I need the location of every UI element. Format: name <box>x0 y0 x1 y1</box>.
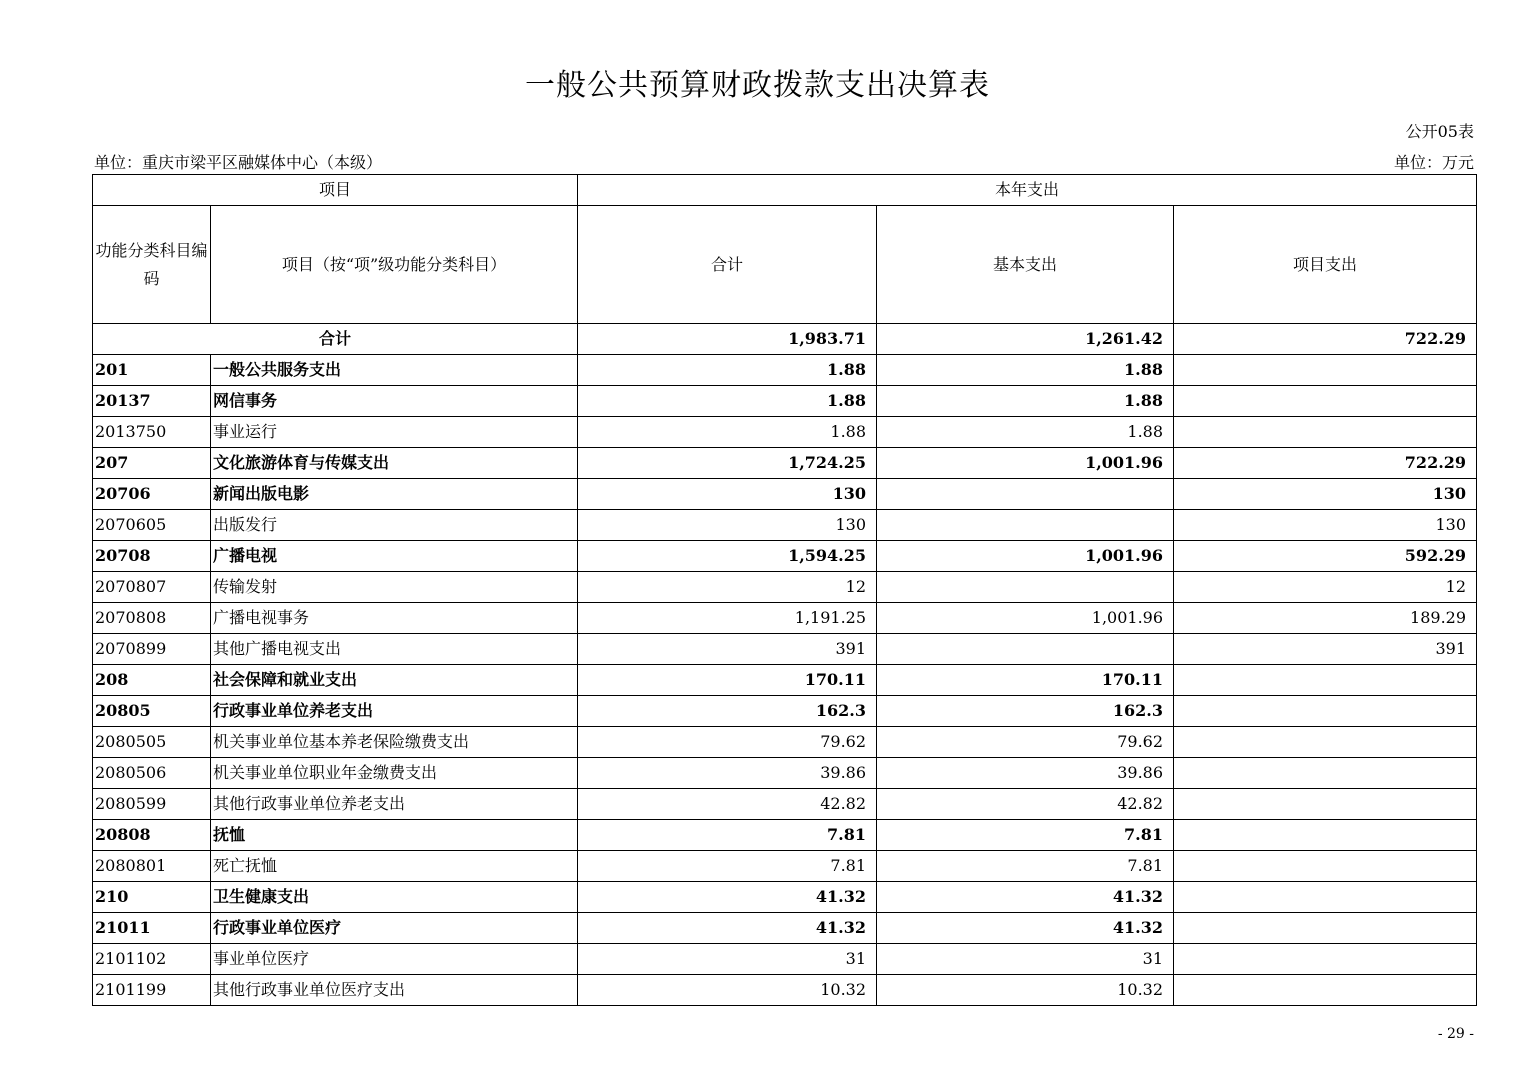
cell-project <box>1174 665 1477 696</box>
page-number: - 29 - <box>1437 1026 1474 1042</box>
cell-project <box>1174 696 1477 727</box>
total-sum: 1,983.71 <box>578 324 877 355</box>
cell-basic <box>877 479 1174 510</box>
table-row <box>93 541 1477 572</box>
cell-total: 12 <box>578 572 877 603</box>
cell-project: 391 <box>1174 634 1477 665</box>
header-project-expenditure: 项目支出 <box>1174 206 1477 324</box>
cell-project: 130 <box>1174 510 1477 541</box>
cell-project <box>1174 758 1477 789</box>
table-row <box>93 789 1477 820</box>
header-total: 合计 <box>578 206 877 324</box>
total-basic: 1,261.42 <box>877 324 1174 355</box>
table-row <box>93 851 1477 882</box>
cell-total: 162.3 <box>578 696 877 727</box>
cell-code: 20805 <box>93 696 211 727</box>
cell-basic: 41.32 <box>877 913 1174 944</box>
cell-total: 7.81 <box>578 820 877 851</box>
cell-name: 一般公共服务支出 <box>211 355 578 386</box>
cell-total: 41.32 <box>578 882 877 913</box>
cell-name: 其他广播电视支出 <box>211 634 578 665</box>
cell-name: 其他行政事业单位养老支出 <box>211 789 578 820</box>
cell-code: 208 <box>93 665 211 696</box>
cell-basic: 1.88 <box>877 386 1174 417</box>
cell-name: 机关事业单位基本养老保险缴费支出 <box>211 727 578 758</box>
table-row <box>93 913 1477 944</box>
cell-code: 2080801 <box>93 851 211 882</box>
cell-total: 41.32 <box>578 913 877 944</box>
cell-basic: 31 <box>877 944 1174 975</box>
table-row <box>93 634 1477 665</box>
cell-project <box>1174 882 1477 913</box>
cell-basic: 1,001.96 <box>877 448 1174 479</box>
cell-total: 130 <box>578 510 877 541</box>
table-row <box>93 572 1477 603</box>
header-name: 项目（按“项”级功能分类科目） <box>211 206 578 324</box>
cell-name: 广播电视 <box>211 541 578 572</box>
cell-code: 2101102 <box>93 944 211 975</box>
cell-project <box>1174 820 1477 851</box>
cell-basic: 170.11 <box>877 665 1174 696</box>
cell-code: 2070899 <box>93 634 211 665</box>
cell-code: 210 <box>93 882 211 913</box>
cell-basic <box>877 510 1174 541</box>
cell-total: 1.88 <box>578 355 877 386</box>
header-project: 项目 <box>93 175 578 206</box>
cell-code: 20708 <box>93 541 211 572</box>
cell-project <box>1174 789 1477 820</box>
cell-name: 事业单位医疗 <box>211 944 578 975</box>
table-row <box>93 417 1477 448</box>
cell-code: 201 <box>93 355 211 386</box>
cell-project: 12 <box>1174 572 1477 603</box>
cell-basic: 162.3 <box>877 696 1174 727</box>
cell-code: 2070808 <box>93 603 211 634</box>
cell-basic <box>877 634 1174 665</box>
table-row <box>93 758 1477 789</box>
cell-basic: 1.88 <box>877 355 1174 386</box>
cell-code: 2070807 <box>93 572 211 603</box>
header-row-2 <box>93 206 1477 324</box>
header-row-1 <box>93 175 1477 206</box>
table-row <box>93 820 1477 851</box>
table-row <box>93 696 1477 727</box>
cell-project <box>1174 851 1477 882</box>
cell-project <box>1174 975 1477 1006</box>
cell-project: 592.29 <box>1174 541 1477 572</box>
cell-total: 170.11 <box>578 665 877 696</box>
table-row <box>93 510 1477 541</box>
cell-total: 130 <box>578 479 877 510</box>
cell-name: 网信事务 <box>211 386 578 417</box>
cell-name: 抚恤 <box>211 820 578 851</box>
table-number: 公开05表 <box>1405 122 1474 141</box>
cell-basic: 1.88 <box>877 417 1174 448</box>
cell-total: 7.81 <box>578 851 877 882</box>
header-code: 功能分类科目编码 <box>93 206 211 324</box>
cell-code: 2070605 <box>93 510 211 541</box>
cell-code: 2080506 <box>93 758 211 789</box>
cell-project <box>1174 386 1477 417</box>
table-row <box>93 603 1477 634</box>
cell-basic: 39.86 <box>877 758 1174 789</box>
cell-name: 广播电视事务 <box>211 603 578 634</box>
cell-name: 死亡抚恤 <box>211 851 578 882</box>
cell-name: 其他行政事业单位医疗支出 <box>211 975 578 1006</box>
cell-code: 2013750 <box>93 417 211 448</box>
cell-basic: 41.32 <box>877 882 1174 913</box>
cell-code: 207 <box>93 448 211 479</box>
table-row <box>93 355 1477 386</box>
cell-name: 文化旅游体育与传媒支出 <box>211 448 578 479</box>
expenditure-table <box>92 174 1477 1006</box>
cell-code: 20137 <box>93 386 211 417</box>
unit-organization: 单位：重庆市梁平区融媒体中心（本级） <box>94 153 383 172</box>
table-row <box>93 665 1477 696</box>
cell-project: 722.29 <box>1174 448 1477 479</box>
cell-code: 2080599 <box>93 789 211 820</box>
cell-basic <box>877 572 1174 603</box>
cell-name: 出版发行 <box>211 510 578 541</box>
cell-project: 189.29 <box>1174 603 1477 634</box>
cell-basic: 79.62 <box>877 727 1174 758</box>
cell-code: 20808 <box>93 820 211 851</box>
table-row <box>93 944 1477 975</box>
table-row <box>93 386 1477 417</box>
cell-code: 2080505 <box>93 727 211 758</box>
cell-name: 卫生健康支出 <box>211 882 578 913</box>
cell-project <box>1174 417 1477 448</box>
cell-total: 391 <box>578 634 877 665</box>
cell-code: 2101199 <box>93 975 211 1006</box>
table-row <box>93 882 1477 913</box>
cell-total: 1,594.25 <box>578 541 877 572</box>
cell-name: 传输发射 <box>211 572 578 603</box>
cell-basic: 42.82 <box>877 789 1174 820</box>
cell-total: 10.32 <box>578 975 877 1006</box>
cell-name: 事业运行 <box>211 417 578 448</box>
cell-basic: 1,001.96 <box>877 603 1174 634</box>
cell-total: 1,724.25 <box>578 448 877 479</box>
cell-total: 42.82 <box>578 789 877 820</box>
cell-total: 39.86 <box>578 758 877 789</box>
cell-name: 新闻出版电影 <box>211 479 578 510</box>
table-row <box>93 727 1477 758</box>
cell-total: 1.88 <box>578 417 877 448</box>
cell-project <box>1174 944 1477 975</box>
cell-project <box>1174 355 1477 386</box>
cell-basic: 7.81 <box>877 820 1174 851</box>
unit-currency: 单位：万元 <box>1393 153 1474 172</box>
cell-project <box>1174 913 1477 944</box>
cell-name: 社会保障和就业支出 <box>211 665 578 696</box>
header-basic: 基本支出 <box>877 206 1174 324</box>
table-row <box>93 479 1477 510</box>
header-current-year: 本年支出 <box>578 175 1477 206</box>
total-label: 合计 <box>93 324 578 355</box>
table-row <box>93 448 1477 479</box>
cell-basic: 10.32 <box>877 975 1174 1006</box>
cell-total: 31 <box>578 944 877 975</box>
cell-basic: 1,001.96 <box>877 541 1174 572</box>
cell-code: 21011 <box>93 913 211 944</box>
cell-code: 20706 <box>93 479 211 510</box>
cell-total: 79.62 <box>578 727 877 758</box>
cell-basic: 7.81 <box>877 851 1174 882</box>
cell-name: 行政事业单位医疗 <box>211 913 578 944</box>
cell-name: 行政事业单位养老支出 <box>211 696 578 727</box>
page-title: 一般公共预算财政拨款支出决算表 <box>525 68 990 103</box>
total-row <box>93 324 1477 355</box>
cell-total: 1,191.25 <box>578 603 877 634</box>
table-row <box>93 975 1477 1006</box>
total-project: 722.29 <box>1174 324 1477 355</box>
cell-project <box>1174 727 1477 758</box>
cell-total: 1.88 <box>578 386 877 417</box>
cell-name: 机关事业单位职业年金缴费支出 <box>211 758 578 789</box>
cell-project: 130 <box>1174 479 1477 510</box>
